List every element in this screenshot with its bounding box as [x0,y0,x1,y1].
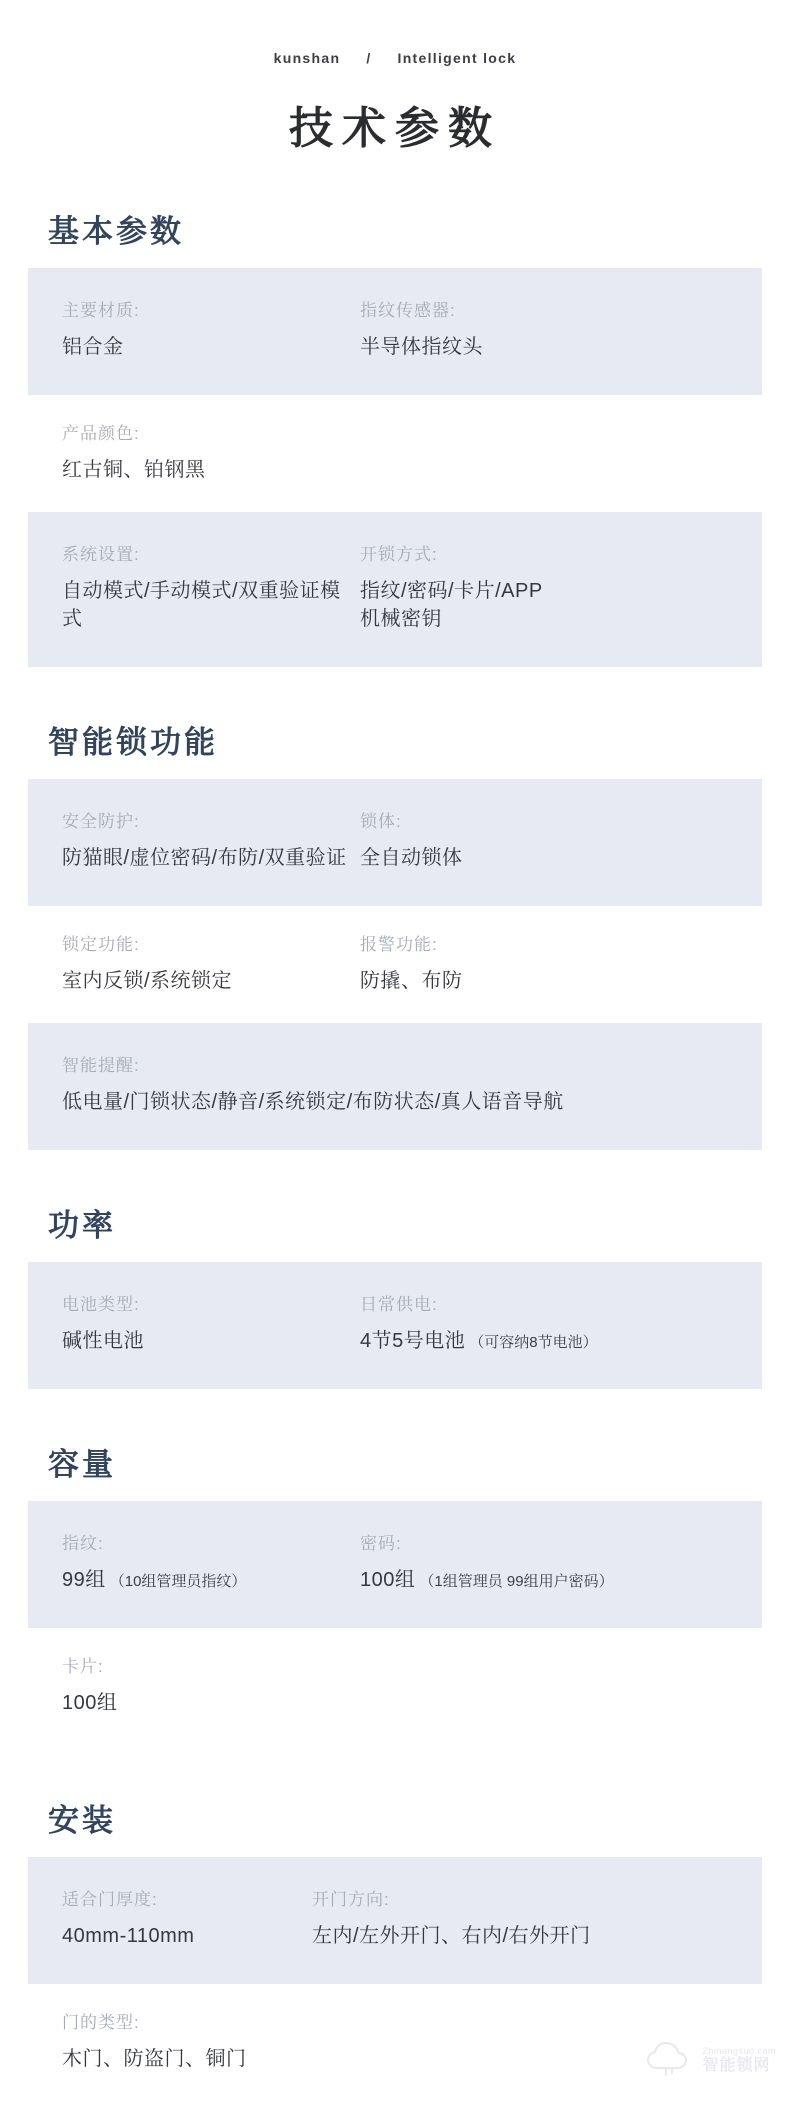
param-cell [62,540,350,633]
param-cell [62,1290,350,1355]
param-cell [62,930,350,995]
param-note: （1组管理员 99组用户密码） [419,1573,614,1590]
param-cell [62,1051,728,1116]
param-cell [62,419,728,484]
param-row [28,395,762,512]
param-label: 密码: [360,1534,402,1553]
param-label: 电池类型: [62,1295,140,1314]
param-label: 安全防护: [62,812,140,831]
param-label: 指纹传感器: [360,301,456,320]
param-value: 红古铜、铂钢黑 [62,459,206,481]
param-value: 防猫眼/虚位密码/布防/双重验证 [62,847,347,869]
param-value: 40mm-110mm [62,1925,195,1947]
param-note: （10组管理员指纹） [109,1573,247,1590]
param-value: 全自动锁体 [360,847,463,869]
param-cell [62,1652,728,1717]
param-label: 锁定功能: [62,935,140,954]
param-value: 半导体指纹头 [360,336,483,358]
param-value [360,1327,728,1355]
param-cell [312,1885,728,1950]
param-value: 自动模式/手动模式/双重验证模式 [62,580,341,630]
param-value: 防撬、布防 [360,970,463,992]
param-row [28,1262,762,1389]
param-label: 主要材质: [62,301,140,320]
param-cell [360,1529,728,1594]
param-cell [62,2008,728,2073]
param-label: 报警功能: [360,935,438,954]
param-label: 门的类型: [62,2013,140,2032]
section-heading: 基本参数 [48,214,184,249]
param-value-main: 99组 [62,1569,106,1591]
watermark-name: 智能锁网 [702,2057,771,2075]
param-row [28,512,762,667]
param-value: 100组 [62,1692,118,1714]
param-cell [62,807,350,872]
section-basic-parameters [0,206,790,667]
param-label: 系统设置: [62,545,140,564]
param-value-main: 100组 [360,1569,416,1591]
param-value: 木门、防盗门、铜门 [62,2048,247,2070]
cloud-icon [644,2038,696,2083]
param-value: 低电量/门锁状态/静音/系统锁定/布防状态/真人语音导航 [62,1091,564,1113]
section-heading: 智能锁功能 [48,725,218,760]
param-row [28,1628,762,1745]
param-cell [62,1885,302,1950]
param-value-line2: 机械密钥 [360,608,442,630]
param-label: 开锁方式: [360,545,438,564]
brand-separator: / [366,50,372,66]
section-heading: 安装 [48,1803,116,1838]
param-cell [360,1290,728,1355]
param-row [28,779,762,906]
section-smart-lock-functions [0,717,790,1150]
param-value: 室内反锁/系统锁定 [62,970,233,992]
section-heading: 容量 [48,1447,116,1482]
section-capacity [0,1439,790,1745]
param-label: 智能提醒: [62,1056,140,1075]
param-value: 铝合金 [62,336,124,358]
param-cell [360,296,728,361]
section-power [0,1200,790,1389]
watermark [644,2038,776,2083]
param-label: 指纹: [62,1534,104,1553]
param-row [28,1501,762,1628]
param-value: 指纹/密码/卡片/APP [360,580,543,602]
page-title: 技术参数 [289,104,501,153]
param-label: 锁体: [360,812,402,831]
watermark-url: Zhinengsuo.com [702,2045,776,2056]
param-label: 日常供电: [360,1295,438,1314]
param-row [28,268,762,395]
product-name: Intelligent lock [397,50,517,66]
param-label: 适合门厚度: [62,1890,158,1909]
param-cell [62,1529,350,1594]
param-value [62,1566,350,1594]
section-heading: 功率 [48,1208,116,1243]
brand-name: kunshan [273,50,341,66]
param-row [28,1857,762,1984]
param-cell [360,540,728,633]
param-value: 左内/左外开门、右内/右外开门 [312,1925,591,1947]
param-cell [360,807,728,872]
param-label: 卡片: [62,1657,104,1676]
param-value [360,1566,728,1594]
param-note: （可容纳8节电池） [469,1334,598,1351]
param-cell [62,296,350,361]
param-cell [360,930,728,995]
param-value: 碱性电池 [62,1330,144,1352]
param-label: 开门方向: [312,1890,390,1909]
param-row [28,906,762,1023]
param-value-main: 4节5号电池 [360,1330,466,1352]
param-label: 产品颜色: [62,424,140,443]
param-row [28,1023,762,1150]
brand-header [0,0,790,66]
